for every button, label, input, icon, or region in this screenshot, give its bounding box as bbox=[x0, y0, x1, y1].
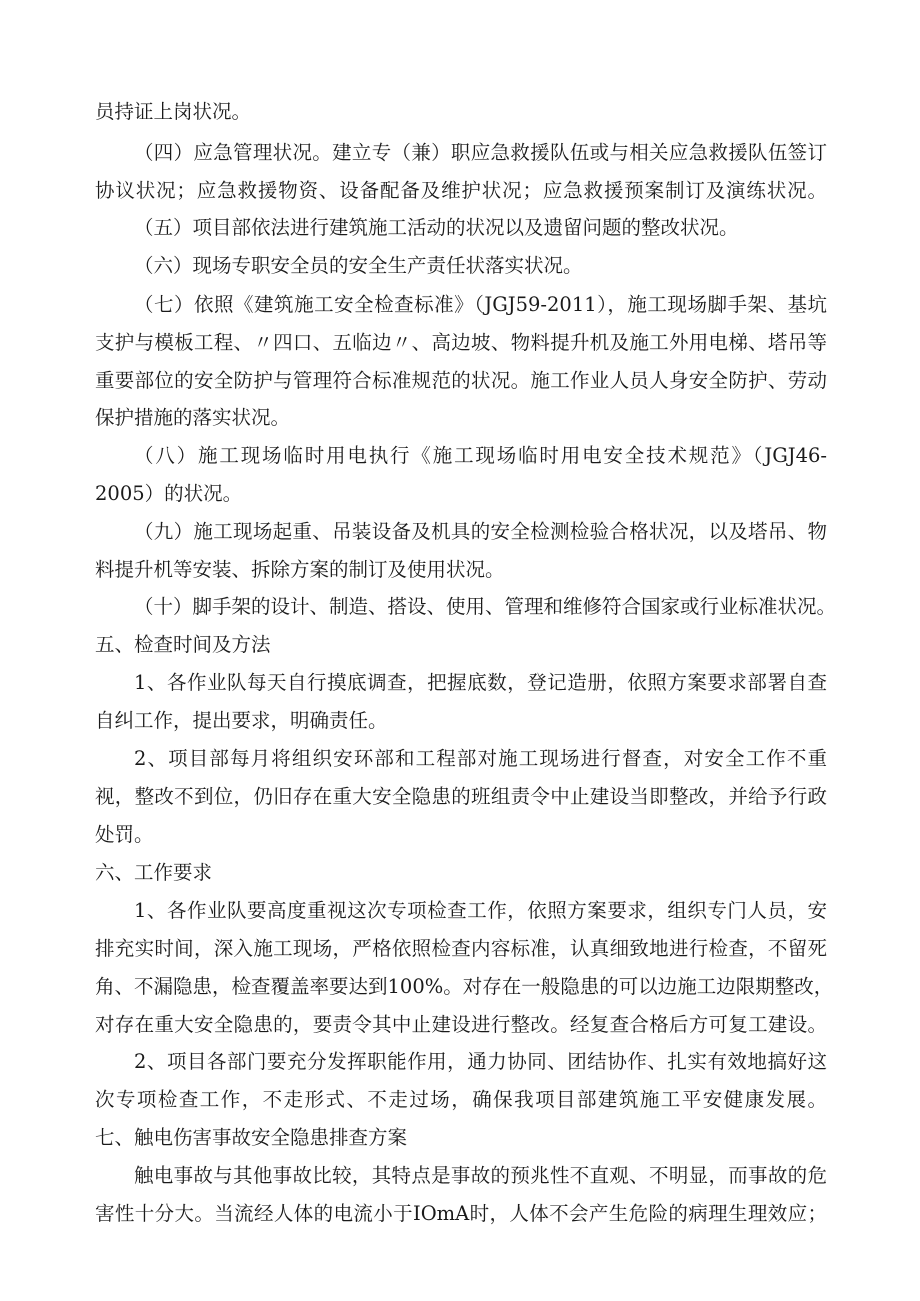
text-line: （七）依照《建筑施工安全检查标准》（JGJ59-2011），施工现场脚手架、基坑 bbox=[134, 293, 827, 316]
text-line: 重要部位的安全防护与管理符合标准规范的状况。施工作业人员人身安全防护、劳动 bbox=[95, 369, 827, 392]
text-line: 2、项目各部门要充分发挥职能作用，通力协同、团结协作、扎实有效地搞好这 bbox=[134, 1050, 827, 1073]
text-line: 自纠工作，提出要求，明确责任。 bbox=[95, 709, 388, 732]
text-line: 支护与模板工程、〃四口、五临边〃、高边坡、物料提升机及施工外用电梯、塔吊等 bbox=[95, 331, 827, 354]
text-line: 视，整改不到位，仍旧存在重大安全隐患的班组责令中止建设当即整改，并给予行政 bbox=[95, 785, 827, 808]
text-line: 2、项目部每月将组织安环部和工程部对施工现场进行督查，对安全工作不重 bbox=[134, 747, 827, 770]
text-line: 触电事故与其他事故比较，其特点是事故的预兆性不直观、不明显，而事故的危 bbox=[134, 1164, 827, 1187]
text-line: 角、不漏隐患，检查覆盖率要达到100%。对存在一般隐患的可以边施工边限期整改， bbox=[95, 975, 834, 998]
text-line: （八）施工现场临时用电执行《施工现场临时用电安全技术规范》（JGJ46- bbox=[134, 444, 827, 467]
section-heading: 五、检查时间及方法 bbox=[95, 633, 271, 656]
text-line: 员持证上岗状况。 bbox=[95, 100, 252, 123]
text-line: 次专项检查工作，不走形式、不走过场，确保我项目部建筑施工平安健康发展。 bbox=[95, 1088, 827, 1111]
text-line: 排充实时间，深入施工现场，严格依照检查内容标准，认真细致地进行检查，不留死 bbox=[95, 937, 827, 960]
text-line: 害性十分大。当流经人体的电流小于IOmA时，人体不会产生危险的病理生理效应； bbox=[95, 1202, 827, 1225]
text-line: 1、各作业队每天自行摸底调查，把握底数，登记造册，依照方案要求部署自查 bbox=[134, 671, 827, 694]
text-line: 料提升机等安装、拆除方案的制订及使用状况。 bbox=[95, 558, 505, 581]
text-line: （四）应急管理状况。建立专（兼）职应急救援队伍或与相关应急救援队伍签订 bbox=[134, 141, 827, 164]
text-line: （六）现场专职安全员的安全生产责任状落实状况。 bbox=[134, 254, 583, 277]
text-line: 保护措施的落实状况。 bbox=[95, 406, 291, 429]
text-line: 2005）的状况。 bbox=[95, 482, 243, 505]
text-line: 1、各作业队要高度重视这次专项检查工作，依照方案要求，组织专门人员，安 bbox=[134, 899, 827, 922]
text-line: 对存在重大安全隐患的，要责令其中止建设进行整改。经复查合格后方可复工建设。 bbox=[95, 1013, 827, 1036]
section-heading: 六、工作要求 bbox=[95, 861, 213, 884]
text-line: 协议状况；应急救援物资、设备配备及维护状况；应急救援预案制订及演练状况。 bbox=[95, 179, 827, 202]
text-line: （五）项目部依法进行建筑施工活动的状况以及遗留问题的整改状况。 bbox=[134, 216, 739, 239]
text-line: （九）施工现场起重、吊装设备及机具的安全检测检验合格状况，以及塔吊、物 bbox=[134, 520, 827, 543]
text-line: （十）脚手架的设计、制造、搭设、使用、管理和维修符合国家或行业标准状况。 bbox=[134, 595, 837, 618]
text-line: 处罚。 bbox=[95, 823, 154, 846]
section-heading: 七、触电伤害事故安全隐患排查方案 bbox=[95, 1126, 408, 1149]
